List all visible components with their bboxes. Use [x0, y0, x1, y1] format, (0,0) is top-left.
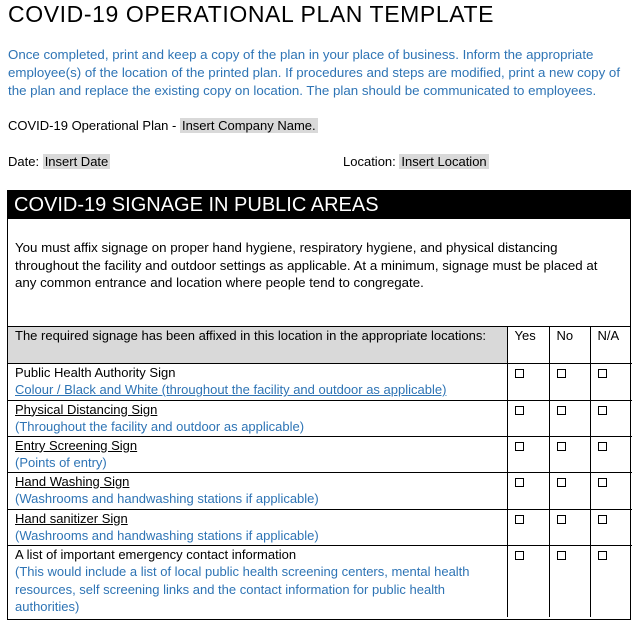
yes-cell — [507, 472, 549, 509]
no-cell — [549, 363, 590, 400]
no-cell — [549, 472, 590, 509]
checklist-header-row — [8, 327, 632, 363]
date-field[interactable]: Insert Date — [44, 154, 109, 169]
company-name-label: COVID-19 Operational Plan - — [8, 118, 180, 133]
yes-cell — [507, 545, 549, 617]
page-title: COVID-19 OPERATIONAL PLAN TEMPLATE — [8, 1, 495, 27]
signage-section — [7, 190, 631, 620]
yes-cell — [507, 436, 549, 472]
row-item — [8, 509, 507, 545]
row-title: Physical Distancing Sign — [15, 401, 158, 417]
yes-checkbox[interactable] — [515, 551, 524, 560]
row-note: (Washrooms and handwashing stations if applicable) — [15, 528, 319, 543]
yes-checkbox[interactable] — [515, 478, 524, 487]
no-cell — [549, 545, 590, 617]
signage-checklist — [8, 327, 632, 617]
row-note: (Washrooms and handwashing stations if applicable) — [15, 491, 319, 506]
na-cell — [590, 509, 632, 545]
yes-checkbox[interactable] — [515, 406, 524, 415]
date-line — [8, 153, 110, 171]
yes-cell — [507, 509, 549, 545]
section-header: COVID-19 SIGNAGE IN PUBLIC AREAS — [8, 191, 630, 219]
row-title: Hand Washing Sign — [15, 473, 130, 489]
row-item — [8, 436, 507, 472]
no-checkbox[interactable] — [557, 515, 566, 524]
na-checkbox[interactable] — [598, 478, 607, 487]
no-checkbox[interactable] — [557, 478, 566, 487]
na-cell — [590, 363, 632, 400]
na-cell — [590, 545, 632, 617]
table-row — [8, 545, 632, 617]
row-item — [8, 472, 507, 509]
table-row — [8, 436, 632, 472]
row-note: (Throughout the facility and outdoor as applicable) — [15, 419, 305, 434]
checklist-question: The required signage has been affixed in this location in the appropriate locations: — [8, 327, 507, 363]
yes-cell — [507, 400, 549, 436]
na-cell — [590, 400, 632, 436]
no-cell — [549, 400, 590, 436]
no-cell — [549, 436, 590, 472]
no-checkbox[interactable] — [557, 406, 566, 415]
no-checkbox[interactable] — [557, 551, 566, 560]
row-item — [8, 363, 507, 400]
row-title: A list of important emergency contact information — [15, 546, 297, 562]
location-line — [343, 153, 489, 171]
location-label: Location: — [343, 154, 400, 169]
yes-cell — [507, 363, 549, 400]
option-no-header: No — [549, 327, 590, 363]
na-checkbox[interactable] — [598, 369, 607, 378]
location-field[interactable]: Insert Location — [401, 154, 487, 169]
row-note: (This would include a list of local public health screening centers, mental health resources, self screening links and the contact information for public health authorities) — [15, 564, 470, 614]
date-label: Date: — [8, 154, 43, 169]
no-cell — [549, 509, 590, 545]
row-item — [8, 545, 507, 617]
na-cell — [590, 472, 632, 509]
na-checkbox[interactable] — [598, 406, 607, 415]
row-title: Public Health Authority Sign — [15, 364, 176, 380]
na-checkbox[interactable] — [598, 551, 607, 560]
option-na-header: N/A — [590, 327, 632, 363]
yes-checkbox[interactable] — [515, 369, 524, 378]
section-description: You must affix signage on proper hand hygiene, respiratory hygiene, and physical distancing throughout the facility and outdoor settings as applicable. At a minimum, signage must be placed at any common entrance and location where people tend to congregate. — [8, 219, 630, 327]
table-row — [8, 509, 632, 545]
na-checkbox[interactable] — [598, 442, 607, 451]
table-row — [8, 400, 632, 436]
table-row — [8, 363, 632, 400]
table-row — [8, 472, 632, 509]
company-name-line — [8, 117, 318, 135]
na-checkbox[interactable] — [598, 515, 607, 524]
row-title: Entry Screening Sign — [15, 437, 138, 453]
row-title: Hand sanitizer Sign — [15, 510, 128, 526]
row-note: Colour / Black and White (throughout the facility and outdoor as applicable) — [15, 382, 447, 397]
yes-checkbox[interactable] — [515, 442, 524, 451]
yes-checkbox[interactable] — [515, 515, 524, 524]
row-item — [8, 400, 507, 436]
no-checkbox[interactable] — [557, 442, 566, 451]
no-checkbox[interactable] — [557, 369, 566, 378]
option-yes-header: Yes — [507, 327, 549, 363]
na-cell — [590, 436, 632, 472]
row-note: (Points of entry) — [15, 455, 107, 470]
intro-instructions: Once completed, print and keep a copy of the plan in your place of business. Inform the appropriate employee(s) of the location of the printed plan. If procedures and steps are modified, print a new copy of the plan and replace the existing copy on location. The plan should be communicated to employees. — [8, 47, 621, 98]
company-name-field[interactable]: Insert Company Name. — [181, 118, 316, 133]
